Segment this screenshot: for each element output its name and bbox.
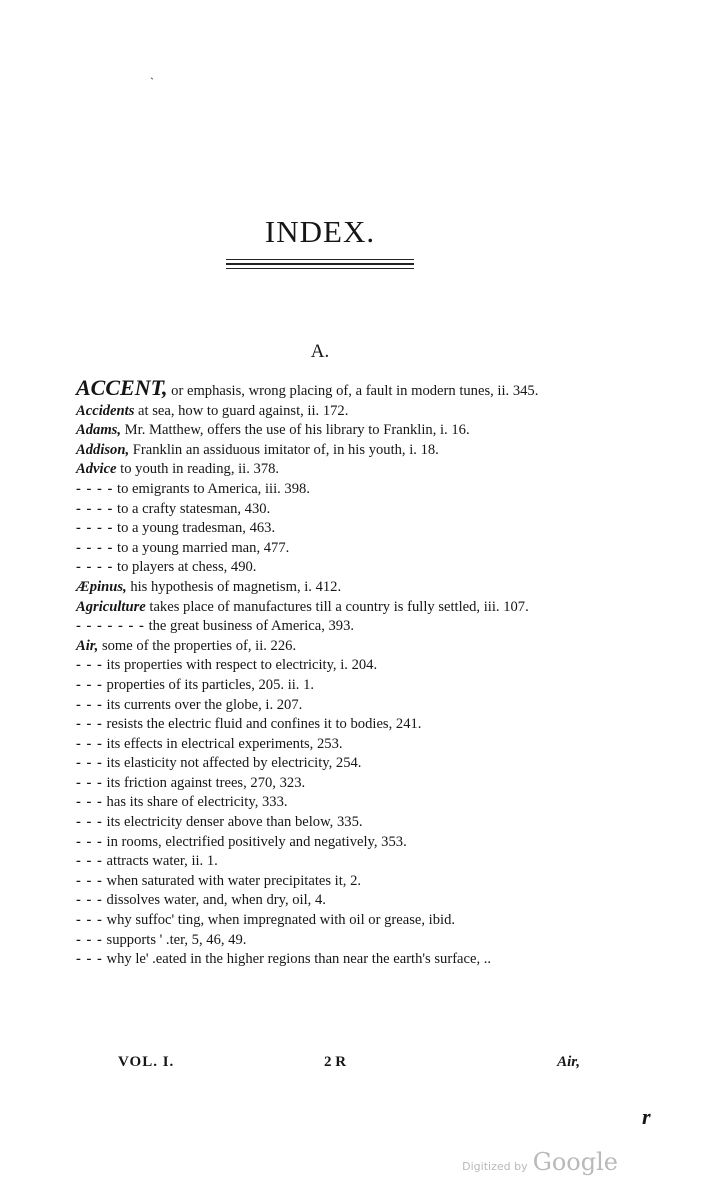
entry-text: supports ' .ter, 5, 46, 49.: [102, 931, 247, 948]
entry-text: its properties with respect to electricity, i. 204.: [102, 657, 378, 674]
index-entry: [76, 676, 572, 696]
index-entry: [76, 421, 572, 441]
index-entry: [76, 656, 572, 676]
entry-ditto-dashes: - - -: [76, 755, 103, 772]
entry-text: the great business of America, 393.: [144, 618, 355, 635]
entry-text: to players at chess, 490.: [113, 559, 257, 576]
index-entry: [76, 931, 572, 951]
entry-text: its friction against trees, 270, 323.: [102, 774, 306, 791]
index-entry: [76, 852, 572, 872]
entry-text: to a crafty statesman, 430.: [113, 500, 271, 517]
entry-ditto-dashes: - - - -: [76, 500, 114, 517]
entry-ditto-dashes: - - -: [76, 912, 103, 929]
index-entry: [76, 558, 572, 578]
digitized-watermark: [462, 1148, 618, 1176]
entry-ditto-dashes: - - - -: [76, 539, 114, 556]
entry-ditto-dashes: - - -: [76, 833, 103, 850]
entry-text: to a young tradesman, 463.: [113, 520, 276, 537]
index-entry: [76, 539, 572, 559]
index-entry: [76, 402, 572, 422]
index-entry: [76, 519, 572, 539]
entry-ditto-dashes: - - -: [76, 872, 103, 889]
entry-heading: Æpinus,: [76, 578, 127, 595]
index-entry: [76, 598, 572, 618]
entry-text: his hypothesis of magnetism, i. 412.: [126, 578, 342, 595]
entry-text: in rooms, electrified positively and negatively, 353.: [102, 833, 407, 850]
title-rule-bottom: [226, 268, 414, 269]
entry-ditto-dashes: - - - - - - -: [76, 618, 145, 635]
entry-text: its electricity denser above than below, 335.: [102, 814, 363, 831]
entry-ditto-dashes: - - -: [76, 951, 103, 968]
index-entry: [76, 617, 572, 637]
entry-ditto-dashes: - - -: [76, 892, 103, 909]
index-entry: [76, 480, 572, 500]
title-rule-middle: [226, 263, 414, 265]
index-entry: [76, 578, 572, 598]
index-entry: [76, 375, 572, 402]
volume-number: VOL. I.: [118, 1054, 175, 1070]
entry-ditto-dashes: - - -: [76, 735, 103, 752]
entry-text: or emphasis, wrong placing of, a fault in modern tunes, ii. 345.: [167, 383, 539, 399]
ink-speck: ˏ: [150, 66, 154, 80]
catchword: Air,: [557, 1054, 580, 1070]
entry-heading: ACCENT,: [76, 375, 168, 400]
corner-mark: r: [642, 1104, 651, 1129]
entry-text: properties of its particles, 205. ii. 1.: [102, 676, 315, 693]
section-letter: A.: [310, 341, 330, 362]
title-rule-top: [226, 259, 414, 260]
page-title: INDEX.: [264, 214, 376, 249]
entry-text: why suffoc' ting, when impregnated with oil or grease, ibid.: [102, 912, 456, 929]
watermark-brand: Google: [532, 1148, 618, 1176]
index-entry: [76, 754, 572, 774]
entry-ditto-dashes: - - -: [76, 676, 103, 693]
entry-heading: Adams,: [76, 422, 122, 439]
entry-heading: Air,: [76, 637, 99, 654]
index-entry: [76, 774, 572, 794]
entry-heading: Addison,: [76, 441, 130, 458]
entry-ditto-dashes: - - - -: [76, 559, 114, 576]
entry-text: when saturated with water precipitates it, 2.: [102, 872, 362, 889]
entry-text: resists the electric fluid and confines it to bodies, 241.: [102, 716, 422, 733]
entry-ditto-dashes: - - -: [76, 853, 103, 870]
index-entry: [76, 793, 572, 813]
index-entry: [76, 950, 572, 970]
entry-ditto-dashes: - - -: [76, 774, 103, 791]
index-entry: [76, 637, 572, 657]
entry-ditto-dashes: - - - -: [76, 480, 114, 497]
index-entry: [76, 460, 572, 480]
index-entry: [76, 911, 572, 931]
entry-text: its elasticity not affected by electricity, 254.: [102, 755, 362, 772]
entry-ditto-dashes: - - -: [76, 696, 103, 713]
entry-text: attracts water, ii. 1.: [102, 853, 218, 870]
entry-text: its currents over the globe, i. 207.: [102, 696, 303, 713]
entry-text: why le' .eated in the higher regions than near the earth's surface, ..: [102, 951, 492, 968]
entry-text: at sea, how to guard against, ii. 172.: [134, 402, 349, 419]
entry-text: has its share of electricity, 333.: [102, 794, 288, 811]
index-entry: [76, 715, 572, 735]
entry-heading: Accidents: [76, 402, 135, 419]
signature-mark: 2 R: [324, 1054, 347, 1070]
entry-ditto-dashes: - - -: [76, 814, 103, 831]
entry-ditto-dashes: - - -: [76, 931, 103, 948]
index-entry: [76, 735, 572, 755]
entry-text: Mr. Matthew, offers the use of his library to Franklin, i. 16.: [121, 422, 470, 439]
index-entry: [76, 872, 572, 892]
index-entry: [76, 696, 572, 716]
index-entry: [76, 500, 572, 520]
entry-text: to a young married man, 477.: [113, 539, 290, 556]
entry-text: dissolves water, and, when dry, oil, 4.: [102, 892, 326, 909]
index-entry: [76, 441, 572, 461]
index-entry: [76, 813, 572, 833]
index-entry: [76, 891, 572, 911]
entry-ditto-dashes: - - - -: [76, 520, 114, 537]
watermark-prefix: Digitized by: [462, 1160, 528, 1173]
index-entry: [76, 833, 572, 853]
entry-text: to emigrants to America, iii. 398.: [113, 480, 310, 497]
entry-heading: Agriculture: [76, 598, 146, 615]
entry-ditto-dashes: - - -: [76, 794, 103, 811]
entry-text: to youth in reading, ii. 378.: [116, 461, 280, 478]
entry-ditto-dashes: - - -: [76, 657, 103, 674]
index-entries: [76, 375, 572, 970]
entry-heading: Advice: [76, 461, 117, 478]
entry-text: Franklin an assiduous imitator of, in his youth, i. 18.: [129, 441, 439, 458]
entry-ditto-dashes: - - -: [76, 716, 103, 733]
entry-text: takes place of manufactures till a country is fully settled, iii. 107.: [145, 598, 529, 615]
entry-text: some of the properties of, ii. 226.: [98, 637, 297, 654]
entry-text: its effects in electrical experiments, 253.: [102, 735, 343, 752]
